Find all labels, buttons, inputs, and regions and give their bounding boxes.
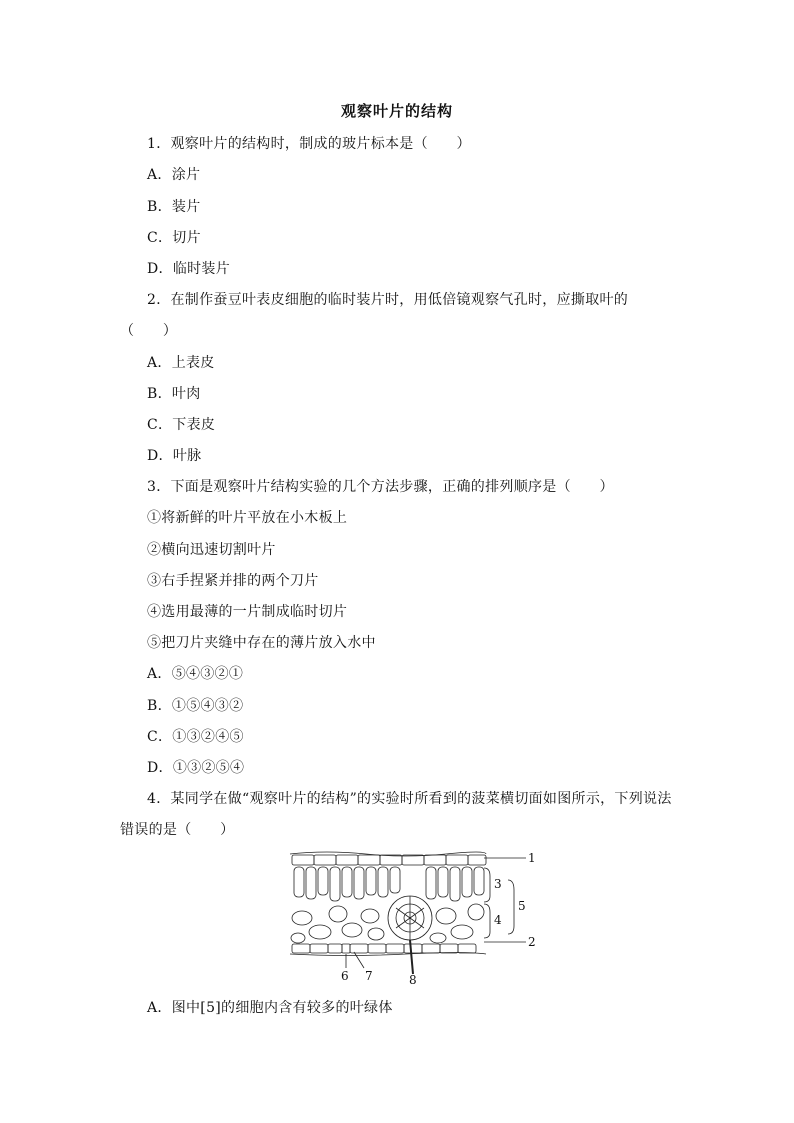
q3-option-c: C．①③②④⑤ [147,729,244,745]
brace-5 [508,880,514,934]
q1-option-b: B．装片 [147,199,201,215]
q2-stem-continued: （ ） [120,323,178,339]
q1-stem: 1．观察叶片的结构时，制成的玻片标本是（ ） [147,136,471,152]
figure-label-5: 5 [518,899,526,913]
spongy-tissue [291,904,484,943]
palisade-tissue [294,867,484,901]
brace-3 [484,868,490,902]
figure-label-2: 2 [528,935,536,949]
q3-step-2: ②横向迅速切割叶片 [147,542,276,558]
page-title: 观察叶片的结构 [340,102,453,120]
figure-label-4: 4 [494,913,502,927]
leaf-vein [388,896,432,940]
lower-epidermis [292,944,476,953]
q3-option-a: A．⑤④③②① [147,666,244,682]
figure-label-7: 7 [365,969,373,983]
q1-option-a: A．涂片 [147,167,201,183]
leader-line-7 [354,952,364,968]
leader-line-8 [410,940,413,974]
figure-label-3: 3 [494,877,502,891]
q4-option-a: A．图中[5]的细胞内含有较多的叶绿体 [147,1000,393,1016]
q2-option-d: D．叶脉 [147,448,202,464]
figure-label-6: 6 [341,969,349,983]
q3-step-5: ⑤把刀片夹缝中存在的薄片放入水中 [147,635,376,651]
q3-option-b: B．①⑤④③② [147,698,244,714]
q2-stem: 2．在制作蚕豆叶表皮细胞的临时装片时，用低倍镜观察气孔时，应撕取叶的 [147,292,629,308]
q4-stem-continued: 错误的是（ ） [120,822,235,838]
q3-stem: 3．下面是观察叶片结构实验的几个方法步骤，正确的排列顺序是（ ） [147,479,614,495]
q3-option-d: D．①③②⑤④ [147,760,245,776]
q3-step-4: ④选用最薄的一片制成临时切片 [147,604,348,620]
q2-option-c: C．下表皮 [147,417,216,433]
q1-option-c: C．切片 [147,230,201,246]
guard-cell-marker [342,944,350,953]
leaf-cross-section-diagram [286,846,546,986]
brace-4 [484,904,490,938]
figure-label-8: 8 [409,973,417,986]
figure-label-1: 1 [528,851,536,865]
q3-step-1: ①将新鲜的叶片平放在小木板上 [147,510,348,526]
upper-cuticle-line [290,852,486,856]
q2-option-b: B．叶肉 [147,386,201,402]
q3-step-3: ③右手捏紧并排的两个刀片 [147,573,319,589]
q2-option-a: A．上表皮 [147,355,215,371]
upper-epidermis [292,855,486,865]
q1-option-d: D．临时装片 [147,261,231,277]
q4-stem: 4．某同学在做“观察叶片的结构”的实验时所看到的菠菜横切面如图所示，下列说法 [147,791,672,807]
